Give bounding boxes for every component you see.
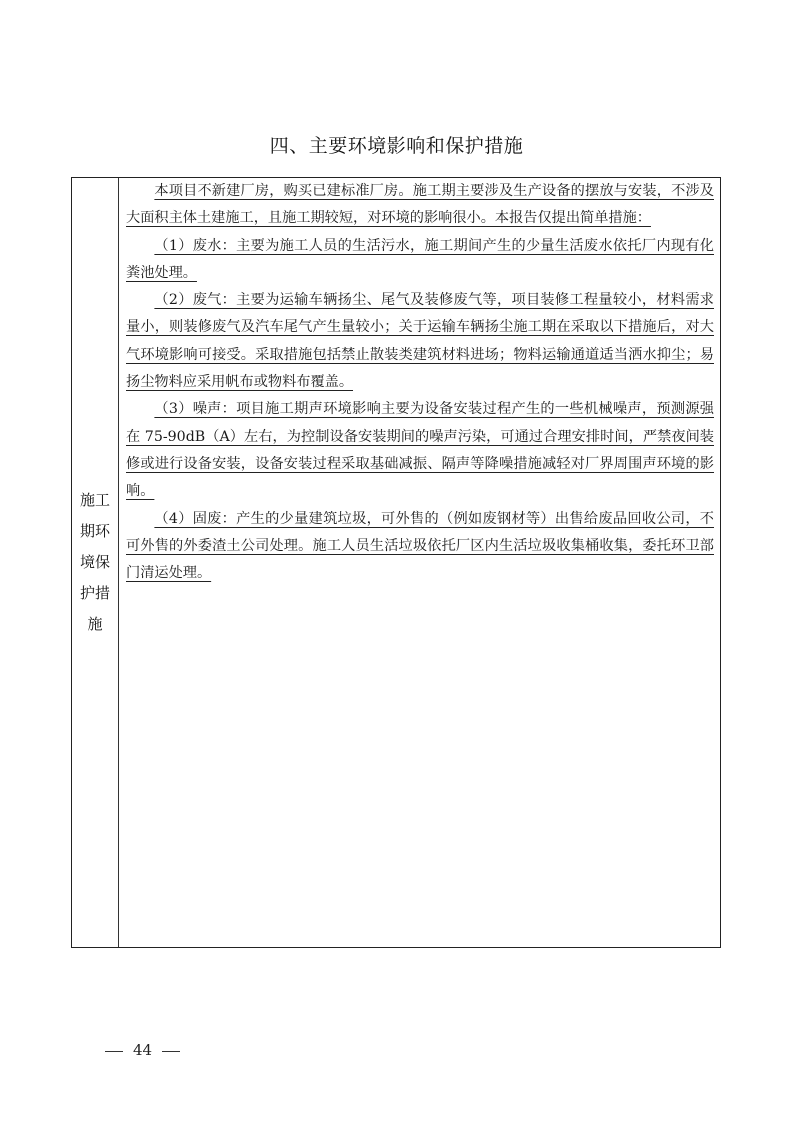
noise-paragraph: （3）噪声：项目施工期声环境影响主要为设备安装过程产生的一些机械噪声，预测源强在 75-90dB（A）左右，为控制设备安装期间的噪声污染，可通过合理安排时间，严禁夜间装修或进行设备安装，设备安装过程采取基础减振、隔声等降噪措施减轻对厂界周围声环境的影响。: [126, 401, 714, 500]
section-title: 四、主要环境影响和保护措施: [269, 135, 524, 157]
wastewater-paragraph: （1）废水：主要为施工人员的生活污水，施工期间产生的少量生活废水依托厂内现有化粪池处理。: [126, 237, 714, 281]
intro-paragraph: 本项目不新建厂房，购买已建标准厂房。施工期主要涉及生产设备的摆放与安装，不涉及大面积主体土建施工，且施工期较短，对环境的影响很小。本报告仅提出简单措施：: [126, 183, 714, 227]
solid-waste-paragraph: （4）固废：产生的少量建筑垃圾，可外售的（例如废钢材等）出售给废品回收公司，不可外售的外委渣土公司处理。施工人员生活垃圾依托厂区内生活垃圾收集桶收集，委托环卫部门清运处理。: [126, 510, 714, 582]
page-number: [95, 1041, 190, 1059]
row-label: 施工期环境保护措施: [79, 491, 110, 633]
row-label-cell: [72, 178, 118, 947]
dash-left: [105, 1051, 123, 1052]
exhaust-gas-paragraph: （2）废气：主要为运输车辆扬尘、尾气及装修废气等，项目装修工程量较小，材料需求量小，则装修废气及汽车尾气产生量较小；关于运输车辆扬尘施工期在采取以下措施后，对大气环境影响可接受。采取措施包括禁止散装类建筑材料进场；物料运输通道适当洒水抑尘；易扬尘物料应采用帆布或物料布覆盖。: [126, 292, 714, 391]
dash-right: [162, 1051, 180, 1052]
measures-content: [126, 178, 714, 587]
page-number-value: 44: [133, 1041, 153, 1059]
measures-table: [71, 177, 721, 948]
column-divider: [118, 178, 119, 947]
